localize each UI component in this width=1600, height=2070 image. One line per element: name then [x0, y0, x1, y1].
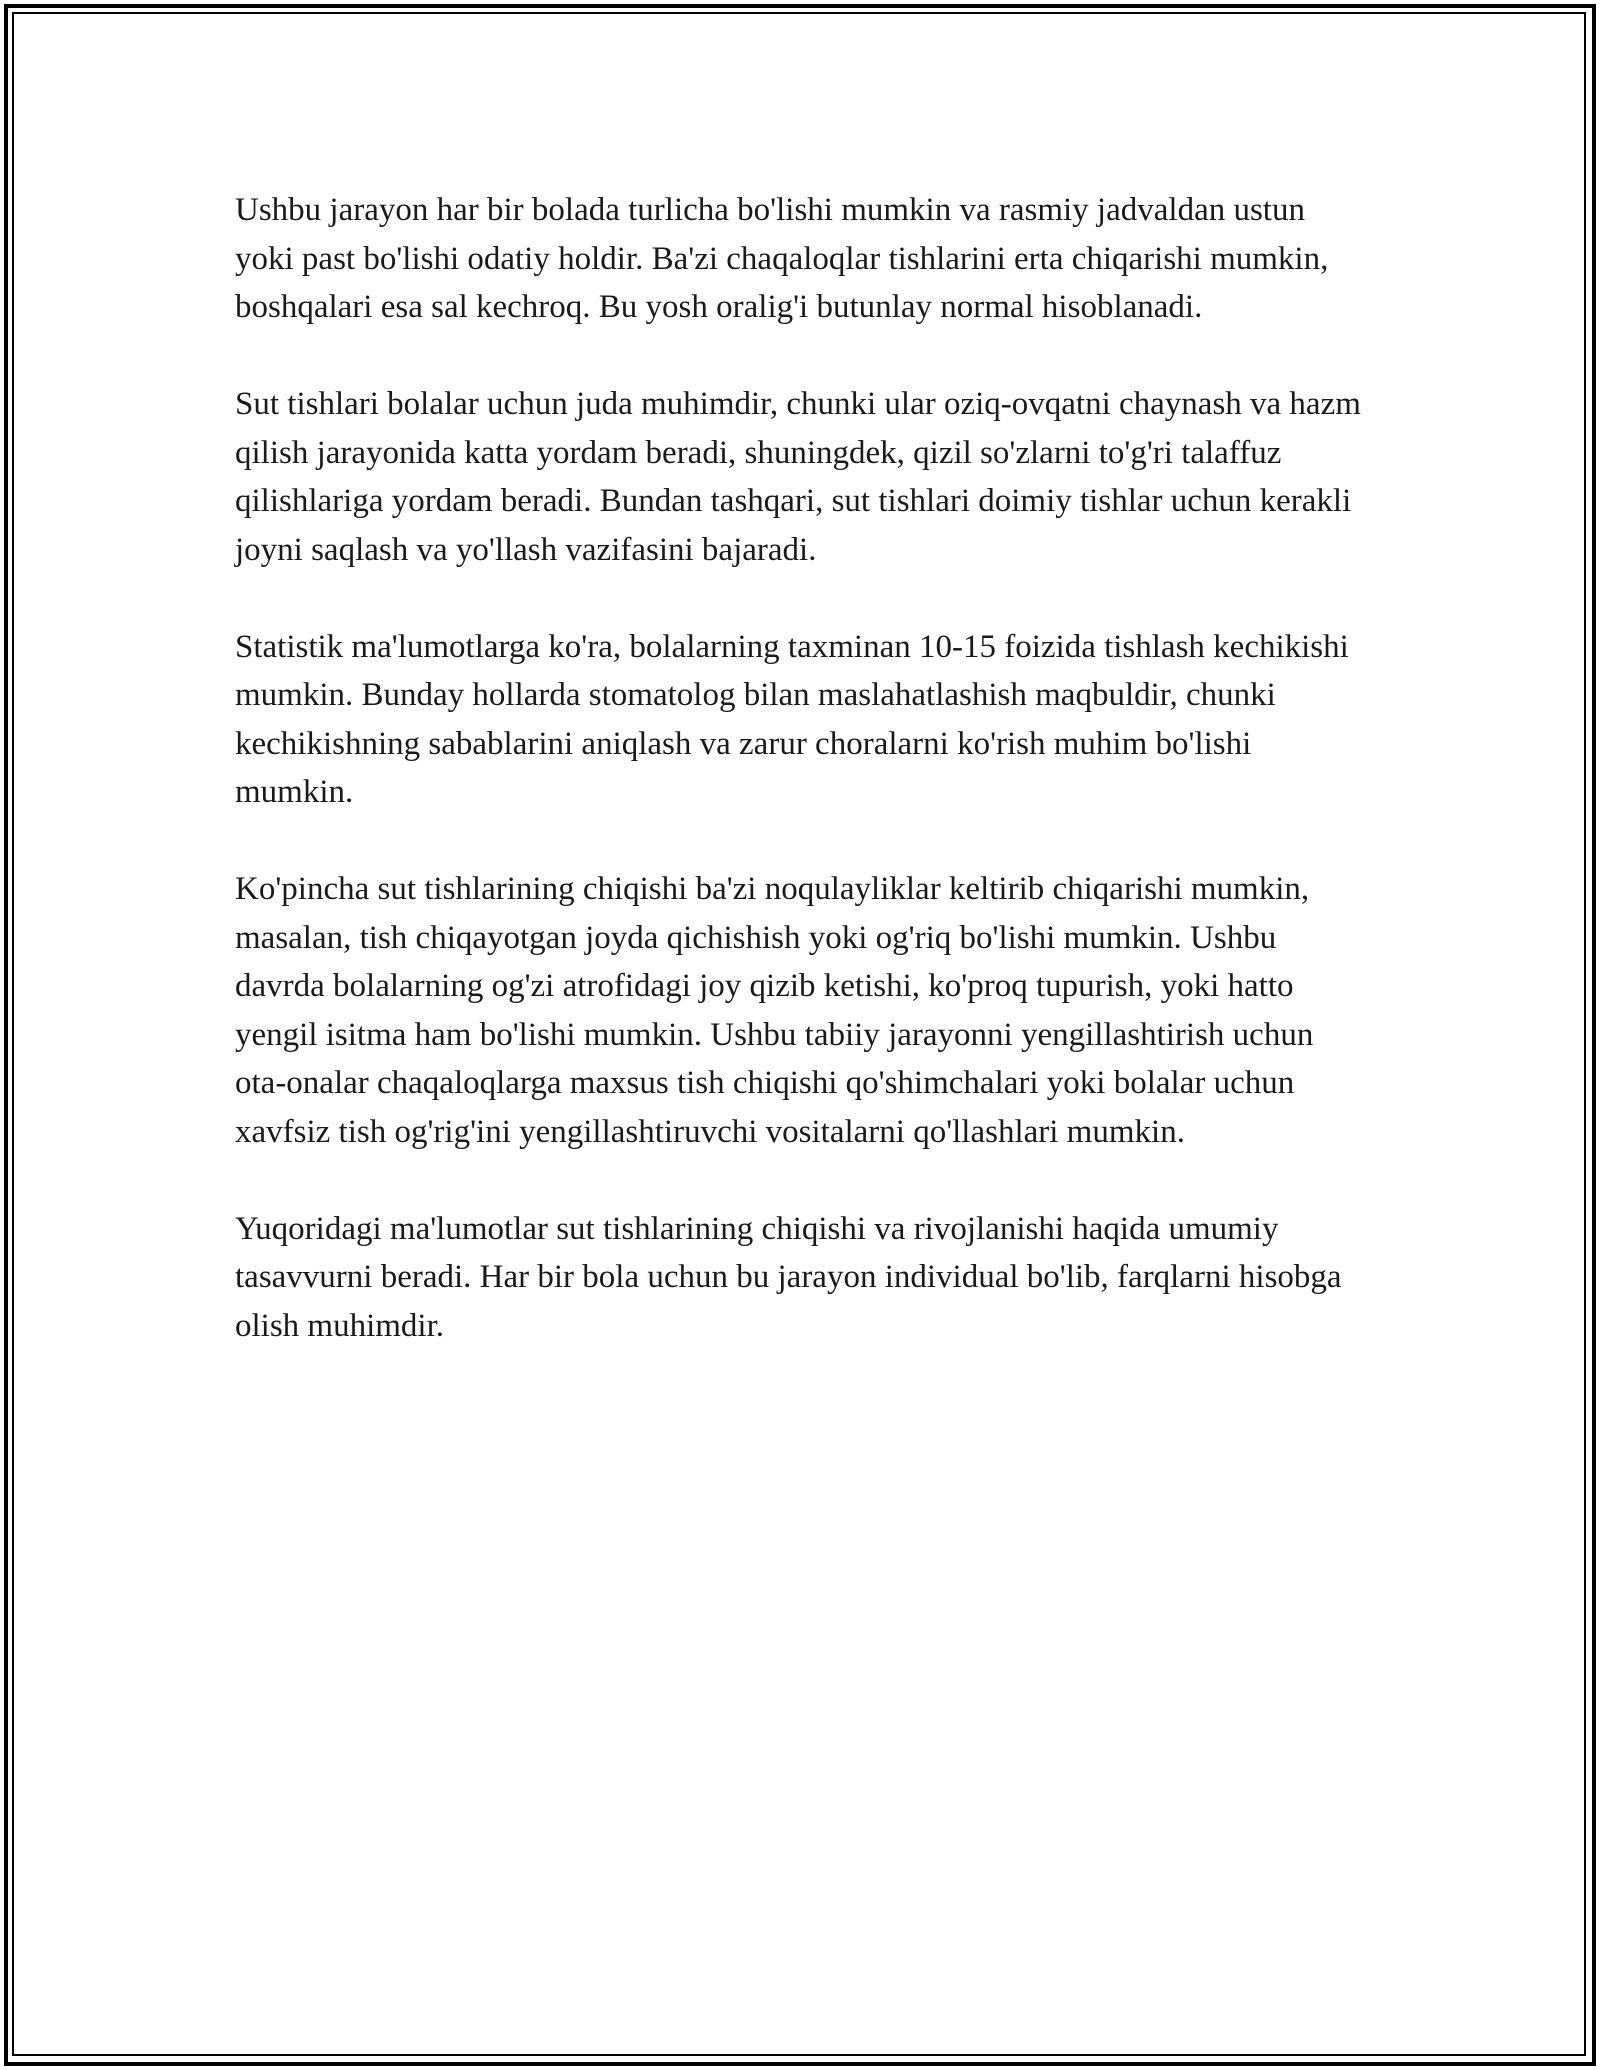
paragraph-4: Ko'pincha sut tishlarining chiqishi ba'zi noqulayliklar keltirib chiqarishi mumkin, masalan, tish chiqayotgan joyda qichishish yoki og'riq bo'lishi mumkin. Ushbu davrda bolalarning og'zi atrofidagi joy qizib ketishi, ko'proq tupurish, yoki hatto yengil isitma ham bo'lishi mumkin. Ushbu tabiiy jarayonni yengillashtirish uchun ota-onalar chaqaloqlarga maxsus tish chiqishi qo'shimchalari yoki bolalar uchun xavfsiz tish og'rig'ini yengillashtiruvchi vositalarni qo'llashlari mumkin. [235, 871, 1314, 1150]
paragraph-1: Ushbu jarayon har bir bolada turlicha bo'lishi mumkin va rasmiy jadvaldan ustun yoki past bo'lishi odatiy holdir. Ba'zi chaqaloqlar tishlarini erta chiqarishi mumkin, boshqalari esa sal kechroq. Bu yosh oralig'i butunlay normal hisoblanadi. [235, 192, 1329, 325]
document-body [235, 186, 1370, 1399]
paragraph-5: Yuqoridagi ma'lumotlar sut tishlarining chiqishi va rivojlanishi haqida umumiy tasavvurni beradi. Har bir bola uchun bu jarayon individual bo'lib, farqlarni hisobga olish muhimdir. [235, 1210, 1342, 1344]
paragraph-3: Statistik ma'lumotlarga ko'ra, bolalarning taxminan 10-15 foizida tishlash kechikishi mumkin. Bunday hollarda stomatolog bilan maslahatlashish maqbuldir, chunki kechikishning sabablarini aniqlash va zarur choralarni ko'rish muhim bo'lishi mumkin. [235, 628, 1349, 810]
paragraph-2: Sut tishlari bolalar uchun juda muhimdir, chunki ular oziq-ovqatni chaynash va hazm qilish jarayonida katta yordam beradi, shuningdek, qizil so'zlarni to'g'ri talaffuz qilishlariga yordam beradi. Bundan tashqari, sut tishlari doimiy tishlar uchun kerakli joyni saqlash va yo'llash vazifasini bajaradi. [235, 386, 1361, 568]
